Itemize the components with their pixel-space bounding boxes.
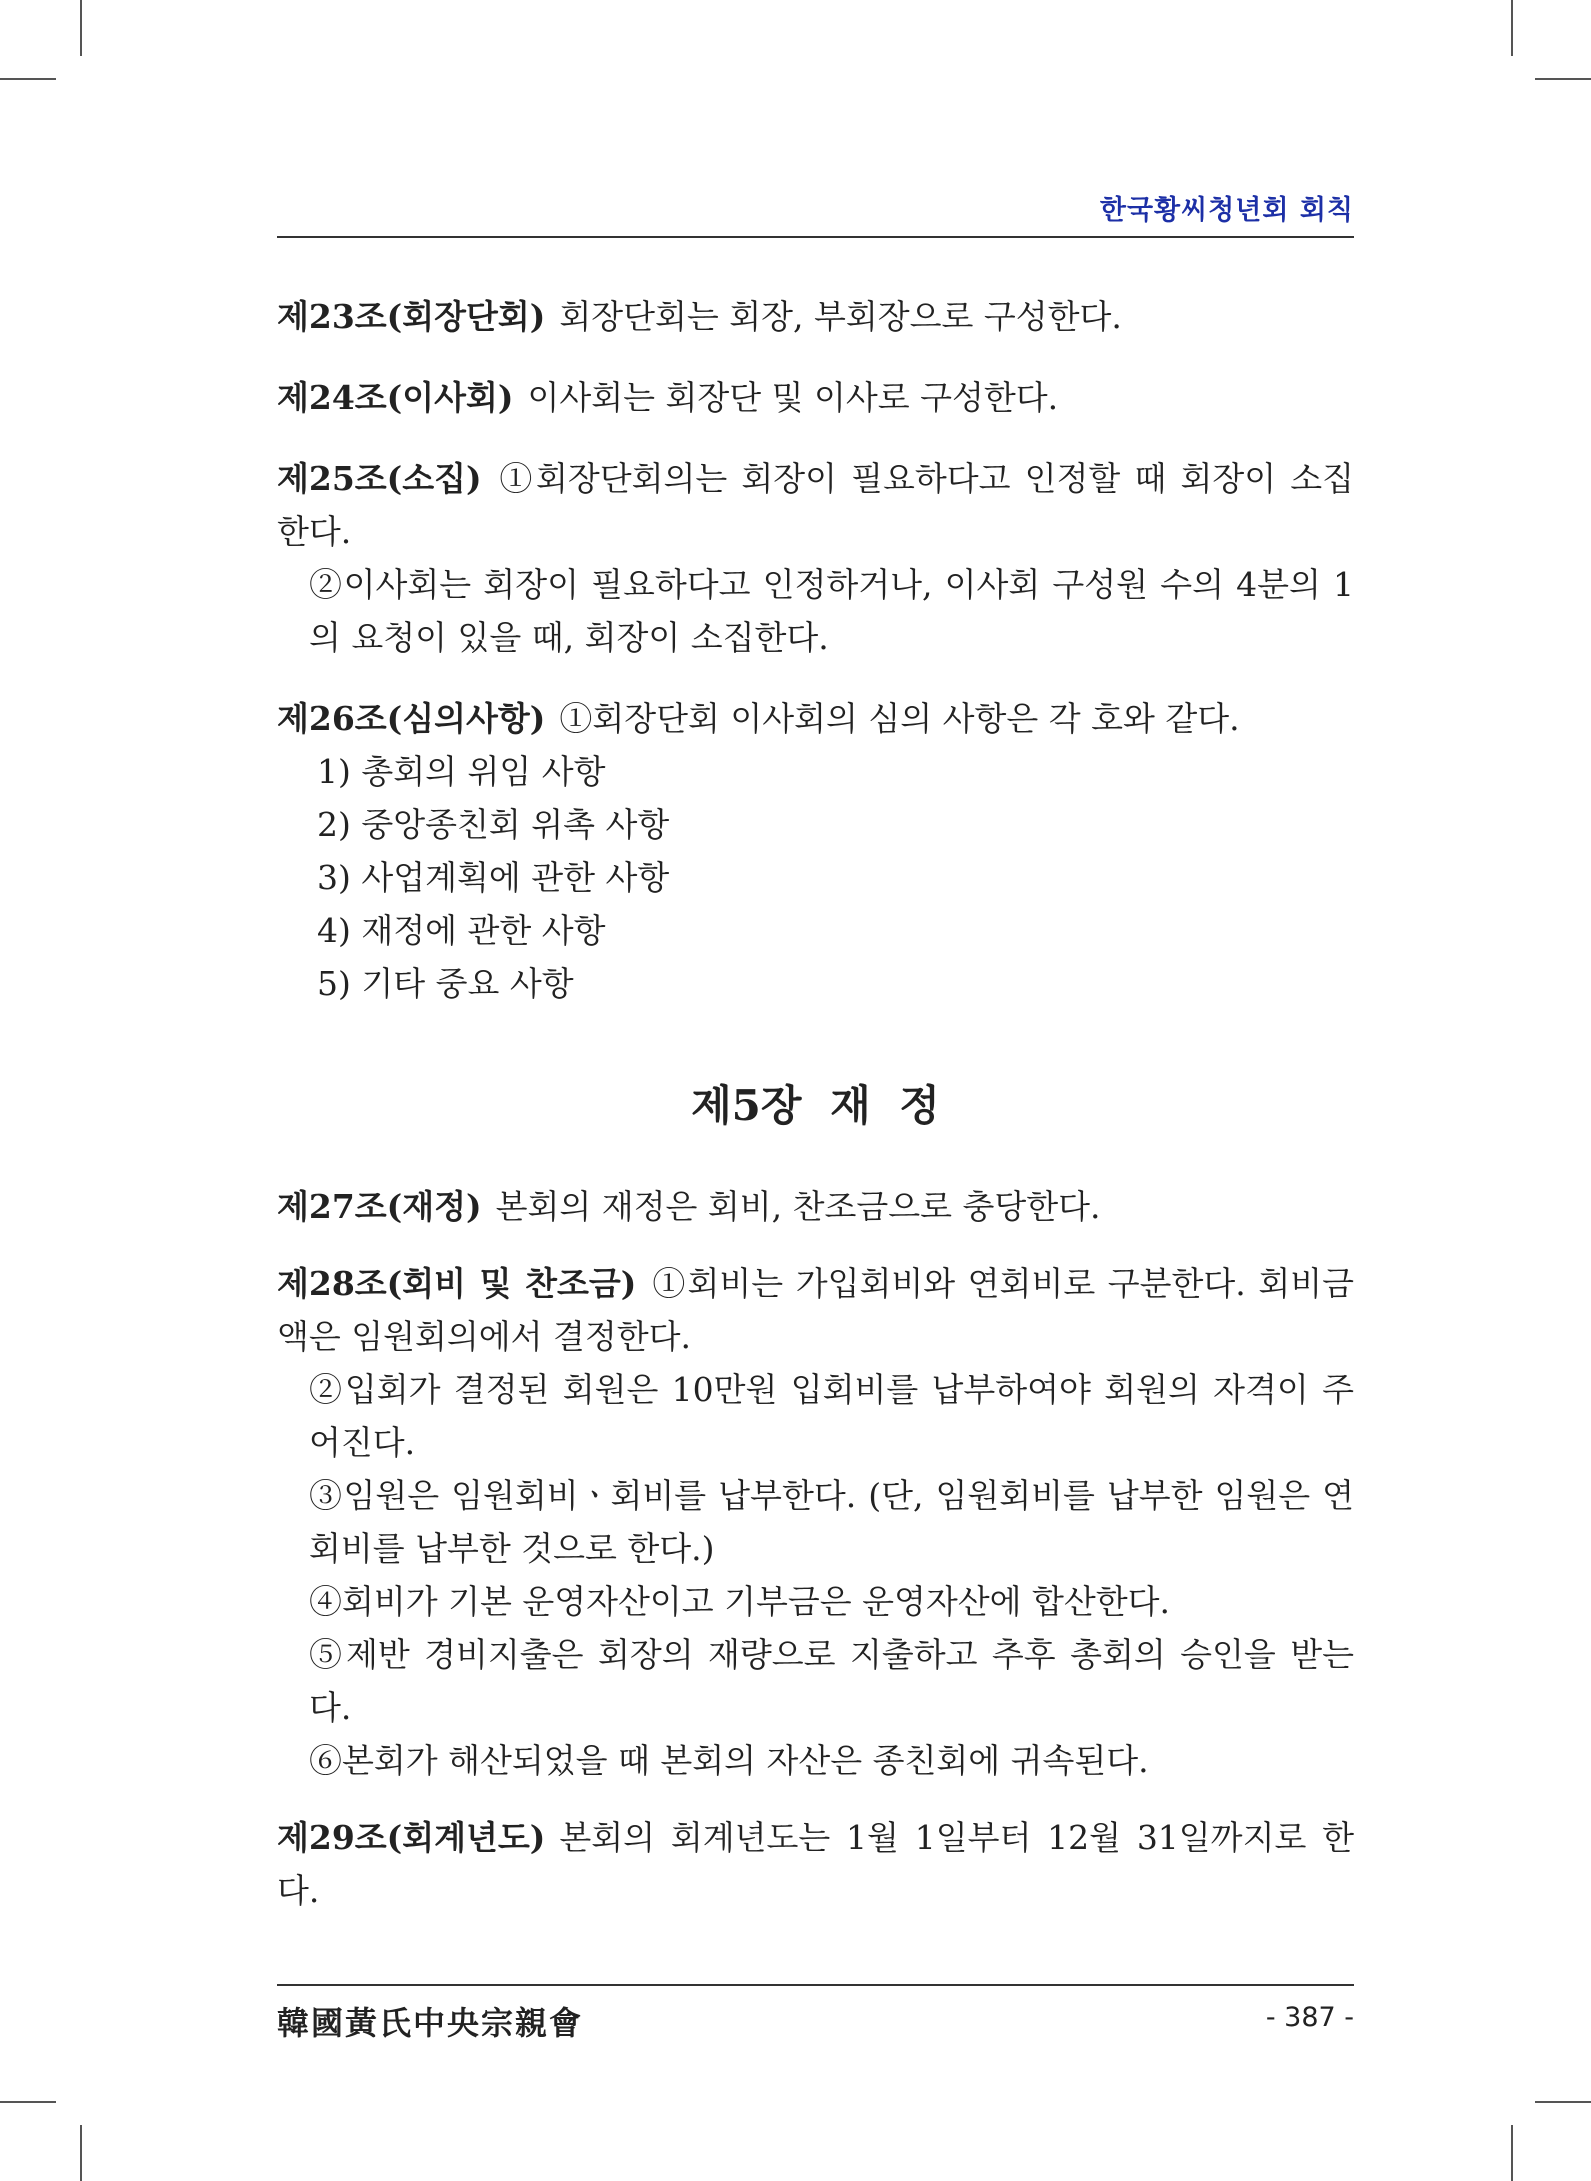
list-item: 1) 총회의 위임 사항 (317, 752, 606, 791)
chapter-title: 제5장 재 정 (691, 1081, 940, 1130)
article-first-paragraph (277, 1811, 1354, 1917)
article (277, 1180, 1354, 1233)
article-paragraph: ⑤제반 경비지출은 회장의 재량으로 지출하고 추후 총회의 승인을 받는다. (309, 1635, 1354, 1727)
article (277, 290, 1354, 343)
article-paragraph: ③임원은 임원회비ㆍ회비를 납부한다. (단, 임원회비를 납부한 임원은 연회비를 납부한 것으로 한다.) (309, 1476, 1354, 1568)
article-heading: 제26조(심의사항) (277, 699, 546, 738)
article-text: 본회의 재정은 회비, 찬조금으로 충당한다. (495, 1187, 1101, 1226)
crop-mark (1535, 2101, 1591, 2103)
crop-mark (0, 2101, 56, 2103)
article-text: 본회의 회계년도는 1월 1일부터 12월 31일까지로 한다. (277, 1818, 1354, 1910)
crop-mark (1511, 2125, 1513, 2181)
running-header: 한국황씨청년회 회칙 (1099, 195, 1354, 226)
list-item: 3) 사업계획에 관한 사항 (317, 858, 670, 897)
article-text: 이사회는 회장단 및 이사로 구성한다. (527, 378, 1059, 417)
article-paragraph: ②입회가 결정된 회원은 10만원 입회비를 납부하여야 회원의 자격이 주어진다. (309, 1370, 1354, 1462)
article-heading: 제23조(회장단회) (277, 297, 546, 336)
article-first-paragraph (277, 452, 1354, 558)
article (277, 1257, 1354, 1787)
article (277, 692, 1354, 1010)
article-first-paragraph (277, 290, 1354, 343)
document-body (277, 290, 1354, 1941)
article-paragraph: ⑥본회가 해산되었을 때 본회의 자산은 종친회에 귀속된다. (309, 1741, 1149, 1780)
crop-mark (0, 78, 56, 80)
article-text: ①회장단회의는 회장이 필요하다고 인정할 때 회장이 소집한다. (277, 459, 1354, 551)
article (277, 1811, 1354, 1917)
articles-top (277, 290, 1354, 1010)
crop-mark (1535, 78, 1591, 80)
article (277, 452, 1354, 664)
crop-mark (80, 0, 82, 56)
article-paragraph: ②이사회는 회장이 필요하다고 인정하거나, 이사회 구성원 수의 4분의 1의 요청이 있을 때, 회장이 소집한다. (309, 565, 1354, 657)
article-text: ①회비는 가입회비와 연회비로 구분한다. 회비금액은 임원회의에서 결정한다. (277, 1264, 1354, 1356)
list-item: 4) 재정에 관한 사항 (317, 911, 606, 950)
article-heading: 제28조(회비 및 찬조금) (277, 1264, 637, 1303)
article-heading: 제27조(재정) (277, 1187, 482, 1226)
article-heading: 제29조(회계년도) (277, 1818, 546, 1857)
page-number: - 387 - (1265, 2002, 1354, 2033)
articles-bottom (277, 1180, 1354, 1917)
list-item: 5) 기타 중요 사항 (317, 964, 574, 1003)
article-text: ①회장단회 이사회의 심의 사항은 각 호와 같다. (559, 699, 1240, 738)
article-text: 회장단회는 회장, 부회장으로 구성한다. (559, 297, 1122, 336)
article-first-paragraph (277, 692, 1354, 745)
article-first-paragraph (277, 1180, 1354, 1233)
article-first-paragraph (277, 1257, 1354, 1363)
article-heading: 제24조(이사회) (277, 378, 514, 417)
crop-mark (1511, 0, 1513, 56)
article-first-paragraph (277, 371, 1354, 424)
article (277, 371, 1354, 424)
article-heading: 제25조(소집) (277, 459, 482, 498)
article-paragraph: ④회비가 기본 운영자산이고 기부금은 운영자산에 합산한다. (309, 1582, 1171, 1621)
crop-mark (80, 2125, 82, 2181)
item-list (277, 745, 1354, 1010)
organization-name: 韓國黃氏中央宗親會 (277, 2004, 584, 2042)
header-rule (277, 236, 1354, 238)
footer-rule (277, 1984, 1354, 1986)
list-item: 2) 중앙종친회 위촉 사항 (317, 805, 670, 844)
